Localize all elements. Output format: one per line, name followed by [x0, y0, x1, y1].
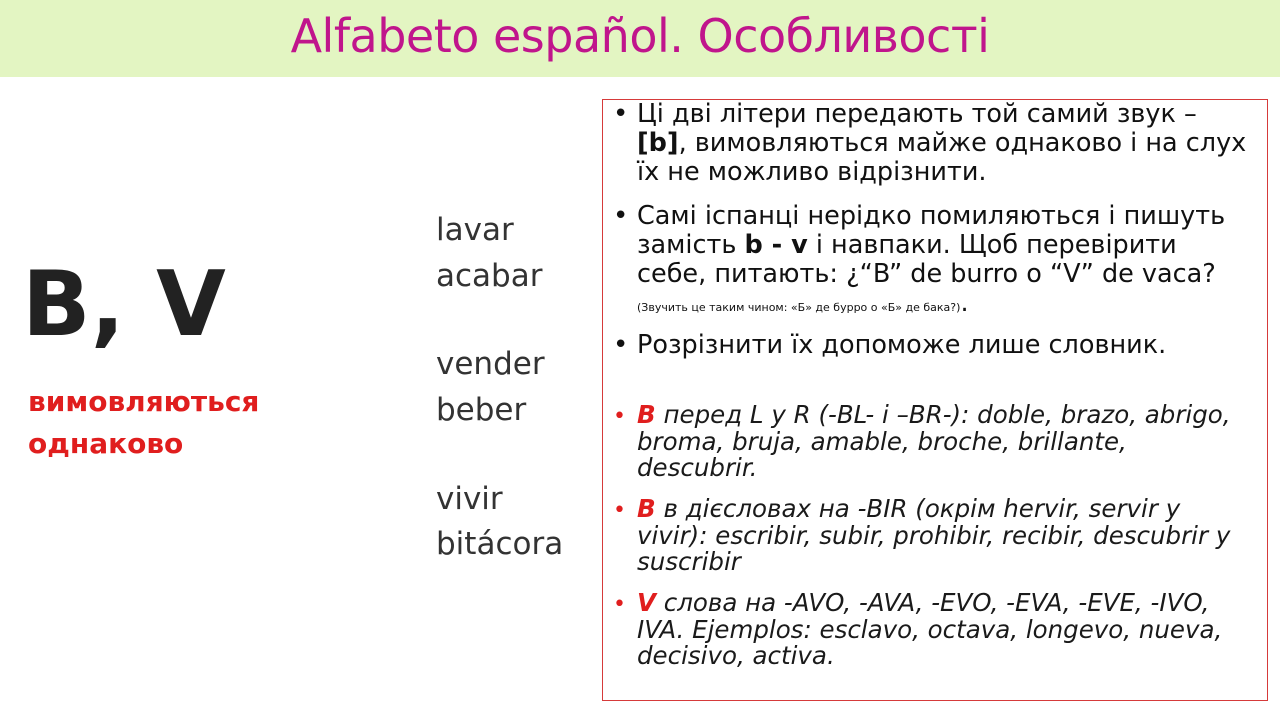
rules-box [602, 99, 1268, 701]
bullet-marker: • [613, 498, 626, 523]
example-word: vender [436, 346, 545, 382]
rule-text: Розрізнити їх допоможе лише словник. [637, 330, 1167, 360]
example-word: vivir [436, 481, 503, 517]
pronunciation-hint: (Звучить це таким чином: «Б» де бурро о «Б» де бака?) [637, 301, 961, 314]
bullet-marker: • [613, 99, 629, 129]
sound-b: [b] [637, 128, 679, 158]
rule-letter: B [637, 400, 656, 429]
rule-item [613, 590, 1253, 670]
letters-heading: B, V [22, 252, 226, 357]
rule-text-part: і навпаки. Щоб перевірити себе, питають: ¿“B” de burro o “V” de vaca? [637, 230, 1216, 289]
letters-bv: b - v [744, 230, 808, 260]
rule-text-part: Самі іспанці нерідко помиляються і пишуть замість [637, 201, 1226, 260]
example-word: beber [436, 392, 527, 428]
rule-text [637, 100, 1253, 187]
bullet-marker: • [613, 330, 629, 360]
example-word: bitácora [436, 526, 564, 562]
rule-text-part: . [960, 288, 969, 318]
rule-text [637, 496, 1253, 576]
pronunciation-line-1: вимовляються [28, 385, 260, 418]
pronunciation-note [28, 381, 259, 465]
bullet-marker: • [613, 201, 629, 231]
rule-letter: B [637, 494, 656, 523]
pronunciation-line-2: однаково [28, 427, 184, 460]
rule-item [613, 331, 1253, 360]
rule-text [637, 402, 1253, 482]
example-word: acabar [436, 258, 543, 294]
rule-text [637, 202, 1253, 322]
rule-text-part: слова на -AVO, -AVA, -EVO, -EVA, -EVE, -IVO, IVA. Ejemplos: esclavo, octava, longevo, nueva, decisivo, activa. [637, 588, 1223, 670]
rule-text-part: Ці дві літери передають той самий звук – [637, 99, 1197, 129]
rule-item [613, 402, 1253, 482]
bullet-marker: • [613, 404, 626, 429]
rule-item [613, 202, 1253, 322]
rule-item [613, 100, 1253, 187]
slide-title: Alfabeto español. Особливості [290, 9, 990, 63]
rule-item [613, 496, 1253, 576]
rule-text-part: в дієсловах на -BIR (окрім hervir, servir y vivir): escribir, subir, prohibir, recibir, descubrir y suscribir [637, 494, 1231, 576]
rule-text [637, 590, 1253, 670]
example-word: lavar [436, 212, 514, 248]
rule-letter: V [637, 588, 656, 617]
rule-text-part: , вимовляються майже однаково і на слух їх не можливо відрізнити. [637, 128, 1247, 187]
bullet-marker: • [613, 592, 626, 617]
rule-text-part: перед L y R (-BL- і –BR-): doble, brazo, abrigo, broma, bruja, amable, broche, brillante, descubrir. [637, 400, 1231, 482]
